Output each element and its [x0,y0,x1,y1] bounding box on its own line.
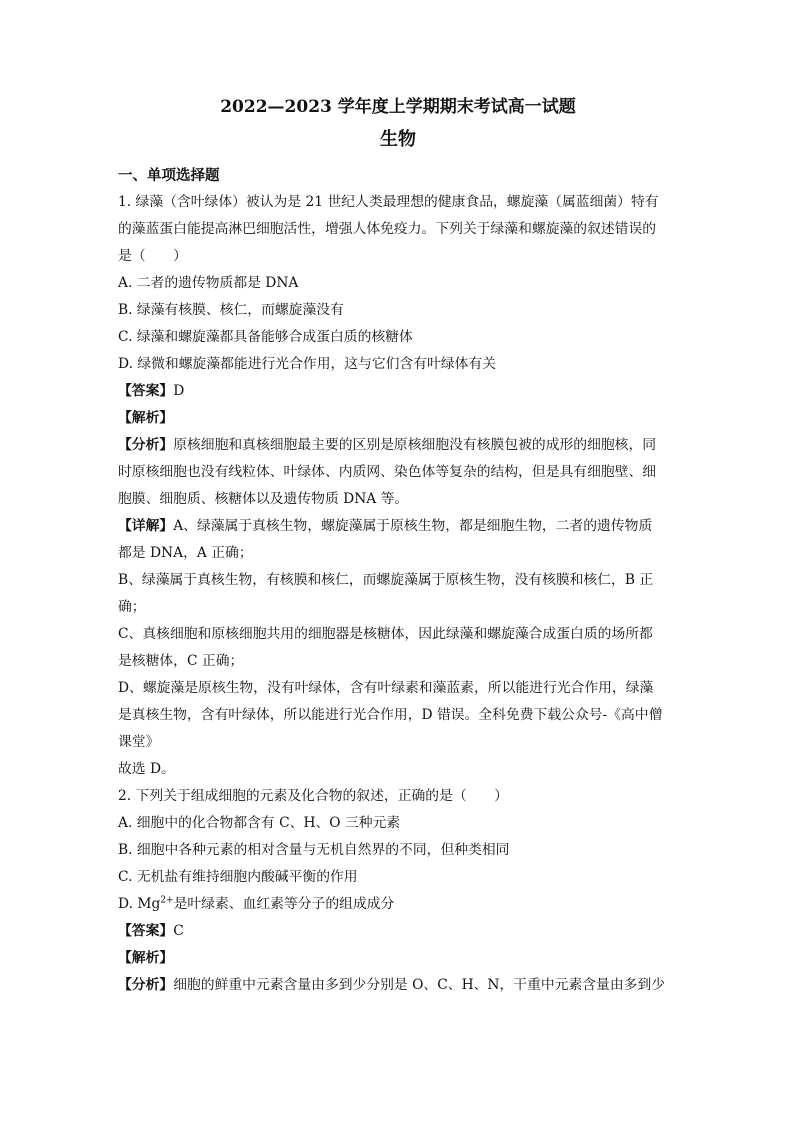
q2-option-c: C. 无机盐有维持细胞内酸碱平衡的作用 [118,869,358,885]
q1-fenxi-line-3: 胞膜、细胞质、核糖体以及遗传物质 DNA 等。 [118,491,409,507]
q1-option-c: C. 绿藻和螺旋藻都具备能够合成蛋白质的核糖体 [118,329,413,345]
q1-xiangjie-line-3: B、绿藻属于真核生物，有核膜和核仁，而螺旋藻属于原核生物，没有核膜和核仁，B 正 [118,572,654,588]
q2-stem: 2. 下列关于组成细胞的元素及化合物的叙述，正确的是（ ） [118,788,509,804]
q2-option-b: B. 细胞中各种元素的相对含量与无机自然界的不同，但种类相同 [118,842,510,858]
q1-option-d: D. 绿微和螺旋藻都能进行光合作用，这与它们含有叶绿体有关 [118,356,497,372]
fenxi-tag: 【分析】 [118,437,174,453]
q1-option-b: B. 绿藻有核膜、核仁，而螺旋藻没有 [118,302,344,318]
analysis-tag: 【解析】 [118,410,174,426]
q2-option-a: A. 细胞中的化合物都含有 C、H、O 三种元素 [118,815,401,831]
q1-fenxi-line-1 [118,432,678,459]
q1-analysis-heading [118,405,678,432]
q2-option-d [118,891,678,918]
q1-xiangjie-line-1 [118,513,678,540]
q2-analysis-heading [118,945,678,972]
q1-xiangjie-line-6: 是核糖体，C 正确； [118,653,244,669]
q1-option-a: A. 二者的遗传物质都是 DNA [118,275,299,291]
q1-answer [118,378,678,405]
q1-xiangjie-line-9: 课堂》 [118,734,160,750]
q1-stem-line-2: 的藻蓝蛋白能提高淋巴细胞活性，增强人体免疫力。下列关于绿藻和螺旋藻的叙述错误的 [118,221,657,237]
q1-xiangjie-line-7: D、螺旋藻是原核生物，没有叶绿体，含有叶绿素和藻蓝素，所以能进行光合作用，绿藻 [118,680,654,696]
q1-xiangjie-line-2: 都是 DNA，A 正确； [118,545,253,561]
question-1 [118,189,678,783]
exam-page [118,96,678,999]
q1-xiangjie-line-4: 确； [118,599,146,615]
q1-conclusion: 故选 D。 [118,761,175,777]
q2-answer [118,918,678,945]
q1-stem-line-1: 1. 绿藻（含叶绿体）被认为是 21 世纪人类最理想的健康食品，螺旋藻（属蓝细菌）特有 [118,194,659,210]
section-heading: 一、单项选择题 [118,167,220,184]
answer-tag: 【答案】 [118,923,174,939]
xiangjie-text: A、绿藻属于真核生物，螺旋藻属于原核生物，都是细胞生物，二者的遗传物质 [173,518,653,534]
exam-title: 2022—2023 学年度上学期期末考试高一试题 [220,97,576,117]
fenxi-tag: 【分析】 [118,977,174,993]
analysis-tag: 【解析】 [118,950,174,966]
q2-option-d-charge: 2+ [160,895,174,906]
question-2 [118,783,678,999]
q2-fenxi-line-1 [118,972,678,999]
fenxi-text: 细胞的鲜重中元素含量由多到少分别是 O、C、H、N，干重中元素含量由多到少 [173,977,666,993]
subject-title: 生物 [380,129,416,150]
q1-stem-line-3: 是（ ） [118,248,187,264]
q1-fenxi-line-2: 时原核细胞也没有线粒体、叶绿体、内质网、染色体等复杂的结构，但是具有细胞壁、细 [118,464,657,480]
q2-option-d-prefix: D. Mg [118,896,161,912]
q1-xiangjie-line-8: 是真核生物，含有叶绿体，所以能进行光合作用，D 错误。全科免费下载公众号-《高中僧 [118,707,663,723]
q2-option-d-text: 是叶绿素、血红素等分子的组成成分 [173,896,395,912]
fenxi-text: 原核细胞和真核细胞最主要的区别是原核细胞没有核膜包被的成形的细胞核，同 [173,437,657,453]
q1-xiangjie-line-5: C、真核细胞和原核细胞共用的细胞器是核糖体，因此绿藻和螺旋藻合成蛋白质的场所都 [118,626,653,642]
answer-tag: 【答案】 [118,383,174,399]
answer-value: C [173,923,184,939]
xiangjie-tag: 【详解】 [118,518,174,534]
answer-value: D [173,383,185,399]
